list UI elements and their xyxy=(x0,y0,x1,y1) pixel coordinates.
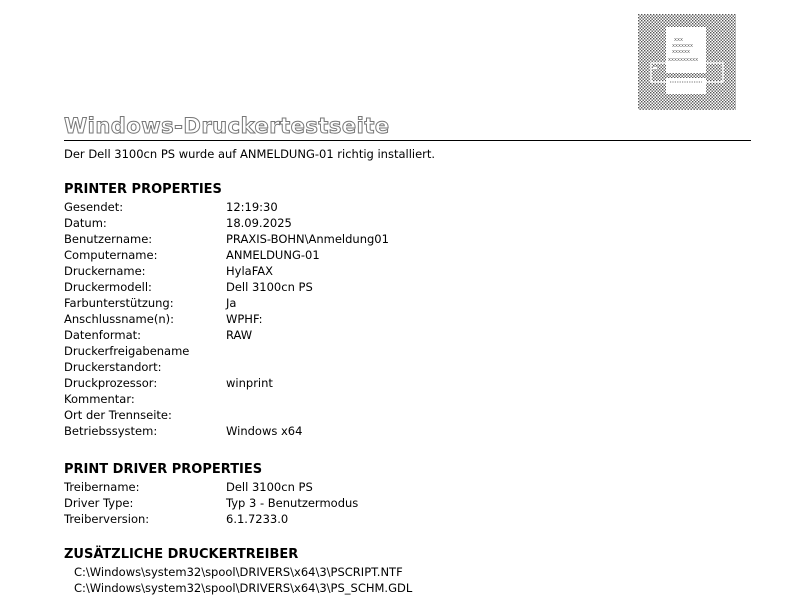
property-label: Computername: xyxy=(64,248,158,262)
property-row xyxy=(64,511,754,527)
property-value: Dell 3100cn PS xyxy=(226,480,313,494)
property-label: Benutzername: xyxy=(64,232,153,246)
property-row xyxy=(64,199,754,215)
additional-drivers-section xyxy=(64,546,754,596)
property-label: Treiberversion: xyxy=(64,512,150,526)
property-value: PRAXIS-BOHN\Anmeldung01 xyxy=(226,232,389,246)
property-label: Datenformat: xyxy=(64,328,142,342)
property-value: 6.1.7233.0 xyxy=(226,512,289,526)
property-row xyxy=(64,215,754,231)
property-row xyxy=(64,231,754,247)
property-row xyxy=(64,407,754,423)
property-label: Betriebssystem: xyxy=(64,424,158,438)
property-row xyxy=(64,343,754,359)
property-value: winprint xyxy=(226,376,273,390)
driver-properties-section xyxy=(64,461,754,527)
property-row xyxy=(64,495,754,511)
property-row xyxy=(64,479,754,495)
property-row xyxy=(64,311,754,327)
property-label: Anschlussname(n): xyxy=(64,312,174,326)
section-heading: PRINTER PROPERTIES xyxy=(64,182,222,197)
property-list xyxy=(64,479,754,527)
logo-line: xxxxxxx xyxy=(672,43,694,49)
property-label: Druckerfreigabename xyxy=(64,344,190,358)
property-value: Typ 3 - Benutzermodus xyxy=(226,496,359,510)
property-value: 12:19:30 xyxy=(226,200,278,214)
title-divider xyxy=(64,140,751,141)
property-row xyxy=(64,327,754,343)
property-list xyxy=(64,199,754,439)
property-value: HylaFAX xyxy=(226,264,273,278)
property-label: Gesendet: xyxy=(64,200,124,214)
property-row xyxy=(64,247,754,263)
section-heading: PRINT DRIVER PROPERTIES xyxy=(64,462,263,477)
property-value: 18.09.2025 xyxy=(226,216,292,230)
page-title: Windows-Druckertestseite xyxy=(64,114,390,138)
property-label: Druckerstandort: xyxy=(64,360,162,374)
property-label: Treibername: xyxy=(64,480,140,494)
property-value: ANMELDUNG-01 xyxy=(226,248,320,262)
property-value: Windows x64 xyxy=(226,424,303,438)
property-row xyxy=(64,279,754,295)
property-value: Ja xyxy=(226,296,237,310)
property-value: RAW xyxy=(226,328,253,342)
property-row xyxy=(64,423,754,439)
logo-line: xxxxxx xyxy=(672,49,691,55)
property-label: Druckprozessor: xyxy=(64,376,158,390)
driver-file-path: C:\Windows\system32\spool\DRIVERS\x64\3\PSCRIPT.NTF xyxy=(74,565,403,579)
property-label: Druckername: xyxy=(64,264,146,278)
property-label: Kommentar: xyxy=(64,392,135,406)
logo-line: xxx xyxy=(674,37,684,43)
property-row xyxy=(64,391,754,407)
property-row xyxy=(64,263,754,279)
printer-properties-section xyxy=(64,181,754,439)
property-label: Ort der Trennseite: xyxy=(64,408,172,422)
property-row xyxy=(64,359,754,375)
property-row xyxy=(64,295,754,311)
property-value: Dell 3100cn PS xyxy=(226,280,313,294)
driver-file-path: C:\Windows\system32\spool\DRIVERS\x64\3\PS_SCHM.GDL xyxy=(74,581,413,595)
property-value: WPHF: xyxy=(226,312,263,326)
property-row xyxy=(64,375,754,391)
logo-line: xxxxxxxxxx xyxy=(668,57,699,63)
driver-file-list xyxy=(64,564,754,596)
printer-test-page-icon xyxy=(638,14,736,110)
property-label: Farbunterstützung: xyxy=(64,296,174,310)
install-confirmation-text: Der Dell 3100cn PS wurde auf ANMELDUNG-01 richtig installiert. xyxy=(64,147,436,161)
section-heading: ZUSÄTZLICHE DRUCKERTREIBER xyxy=(64,547,299,562)
property-label: Driver Type: xyxy=(64,496,134,510)
property-label: Datum: xyxy=(64,216,107,230)
property-label: Druckermodell: xyxy=(64,280,152,294)
